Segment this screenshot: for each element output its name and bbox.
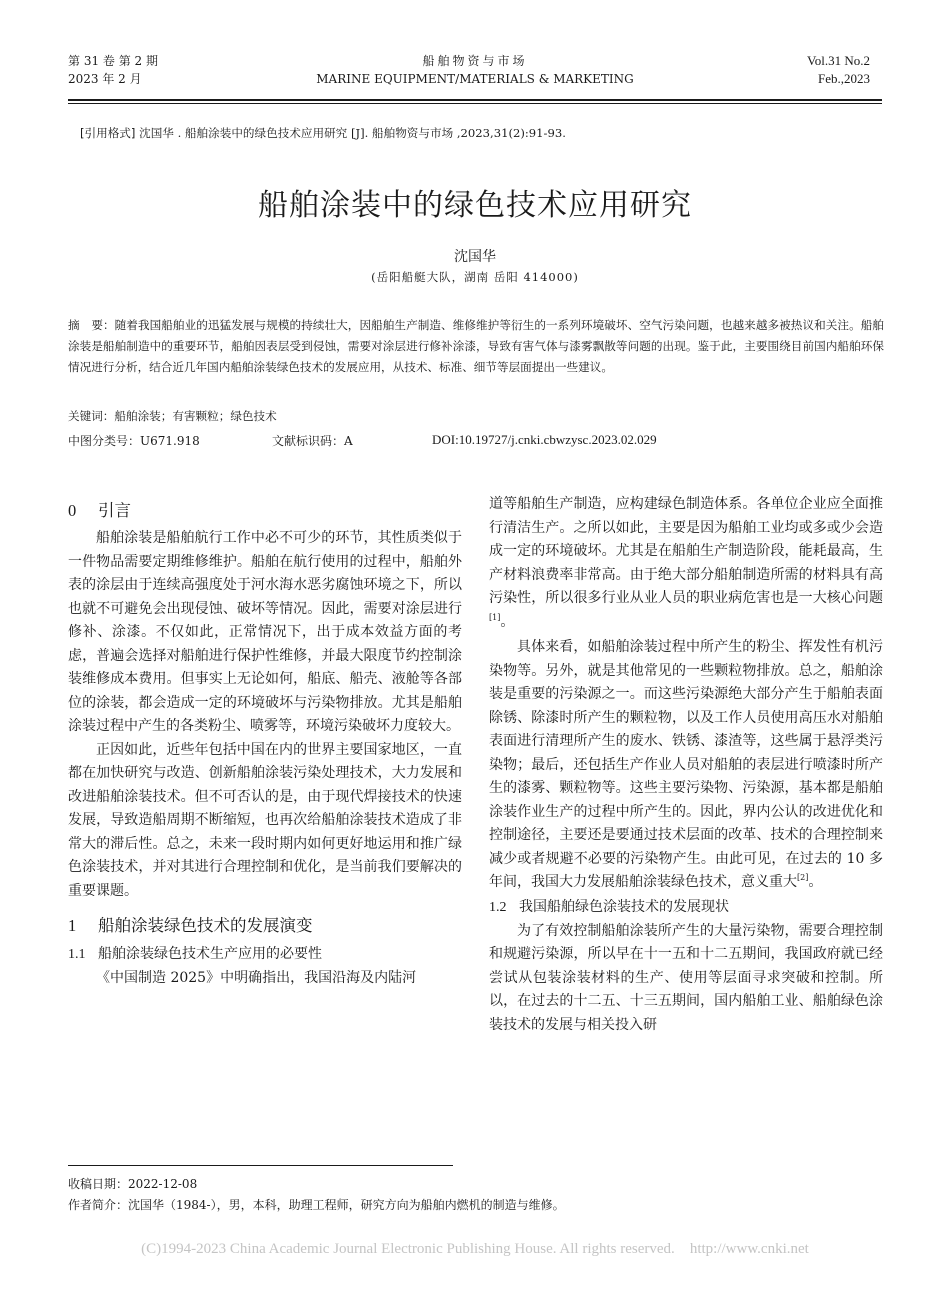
footnote (68, 1174, 565, 1216)
paragraph (489, 636, 883, 895)
paragraph: 正因如此，近些年包括中国在内的世界主要国家地区，一直都在加快研究与改造、创新船舶涂装污染处理技术，大力发展和改进船舶涂装技术。但不可否认的是，由于现代焊接技术的快速发展，导致造船周期不断缩短，也再次给船舶涂装技术造成了非常大的滞后性。总之，未来一段时期内如何更好地运用和推广绿色涂装技术，并对其进行合理控制和优化，是当前我们要解决的重要课题。 (68, 741, 462, 899)
keywords-text: 船舶涂装；有害颗粒；绿色技术 (114, 409, 277, 423)
body-column-left (68, 493, 462, 991)
volume-issue-cn: 第 31 卷 第 2 期 (68, 54, 158, 68)
subsection-title: 我国船舶绿色涂装技术的发展现状 (519, 898, 729, 915)
citation-format (80, 125, 880, 141)
author-bio (68, 1195, 565, 1216)
section-heading-1 (68, 911, 462, 940)
header-rule-thin (68, 103, 882, 104)
article-title: 船舶涂装中的绿色技术应用研究 (258, 188, 692, 223)
copyright-text: (C)1994-2023 China Academic Journal Electronic Publishing House. All rights reserved. (141, 1241, 675, 1257)
volume-issue-en: Vol.31 No.2 (807, 53, 870, 68)
received-label: 收稿日期： (68, 1177, 129, 1191)
received-date (68, 1174, 565, 1195)
citation-label: [引用格式] (80, 126, 136, 140)
author-bio-text: 沈国华（1984-），男，本科，助理工程师，研究方向为船舶内燃机的制造与维修。 (128, 1198, 565, 1212)
reference-marker: [1] (489, 612, 501, 622)
doi: DOI:10.19727/j.cnki.cbwzysc.2023.02.029 (432, 432, 657, 447)
document-code-value: A (344, 434, 353, 448)
paragraph-text: 具体来看，如船舶涂装过程中所产生的粉尘、挥发性有机污染物等。另外，就是其他常见的一些颗粒物排放。总之，船舶涂装是重要的污染源之一。而这些污染源绝大部分产生于船舶表面除锈、除漆时所产生的颗粒物，以及工作人员使用高压水对船舶表面进行清理所产生的废水、铁锈、漆渣等，这些属于悬浮类污染物；最后，还包括生产作业人员对船舶的表层进行喷漆时所产生的漆雾、颗粒物等。这些主要污染物、污染源，基本都是船舶涂装作业生产的过程中所产生的。因此，界内公认的改进优化和控制途径，主要还是要通过技术层面的改革、技术的合理控制来减少或者规避不必要的污染物产生。由此可见，在过去的 10 多年间，我国大力发展船舶涂装绿色技术，意义重大 (489, 639, 883, 890)
section-number: 0 (68, 501, 77, 520)
subsection-heading-1-2 (489, 895, 883, 920)
author-affiliation: (岳阳船艇大队，湖南 岳阳 414000) (371, 270, 579, 284)
journal-name-cn: 船舶物资与市场 (422, 54, 528, 68)
header-rule-thick (68, 99, 882, 101)
paragraph: 船舶涂装是船舶航行工作中必不可少的环节，其性质类似于一件物品需要定期维修维护。船舶在航行使用的过程中，船舶外表的涂层由于连续高强度处于河水海水恶劣腐蚀环境之下，所以也就不可避免会出现侵蚀、破坏等情况。因此，需要对涂层进行修补、涂漆。不仅如此，正常情况下，出于成本效益方面的考虑，普遍会选择对船舶进行保护性维修，并最大限度节约控制涂装维修成本费用。但事实上无论如何，船底、船壳、液舱等各部位的涂装，都会造成一定的环境破坏与污染物排放。尤其是船舶涂装过程中产生的各类粉尘、喷雾等，环境污染破坏力度较大。 (68, 530, 462, 734)
keywords-label: 关键词： (68, 409, 115, 423)
section-title: 船舶涂装绿色技术的发展演变 (98, 916, 313, 935)
clc-label: 中图分类号： (68, 434, 141, 448)
subsection-heading-1-1 (68, 942, 462, 967)
abstract (68, 315, 884, 378)
header-left (68, 52, 158, 88)
abstract-text: 随着我国船舶业的迅猛发展与规模的持续壮大，因船舶生产制造、维修维护等衍生的一系列环境破坏、空气污染问题，也越来越多被热议和关注。船舶涂装是船舶制造中的重要环节，船舶因表层受到侵蚀，需要对涂层进行修补涂漆，导致有害气体与漆雾飘散等问题的出现。鉴于此，主要围绕目前国内船舶环保情况进行分析，结合近几年国内船舶涂装绿色技术的发展应用，从技术、标准、细节等层面提出一些建议。 (68, 318, 884, 374)
paragraph-end: 。 (808, 874, 823, 890)
paragraph-continued (489, 493, 883, 634)
document-code (272, 432, 353, 449)
paragraph-end: 。 (500, 613, 515, 630)
clc-value: U671.918 (140, 434, 200, 448)
section-number: 1 (68, 916, 77, 935)
body-column-right (489, 493, 883, 1037)
author-bio-label: 作者简介： (68, 1198, 129, 1212)
subsection-title: 船舶涂装绿色技术生产应用的必要性 (98, 946, 322, 962)
paragraph: 为了有效控制船舶涂装所产生的大量污染物，需要合理控制和规避污染源，所以早在十一五和十二五期间，我国政府就已经尝试从包装涂装材料的生产、使用等层面寻求突破和控制。所以，在过去的十二五、十三五期间，国内船舶工业、船舶绿色涂装技术的发展与相关投入研 (489, 922, 883, 1033)
watermark-url: http://www.cnki.net (689, 1241, 809, 1257)
paragraph-text: 道等船舶生产制造，应构建绿色制造体系。各单位企业应全面推行清洁生产。之所以如此，主要是因为船舶工业均或多或少会造成一定的环境破坏。尤其是在船舶生产制造阶段，能耗最高，生产材料浪费率非常高。由于绝大部分船舶制造所需的材料具有高污染性，所以很多行业从业人员的职业病危害也是一大核心问题 (489, 496, 883, 606)
keywords (68, 408, 277, 424)
received-value: 2022-12-08 (128, 1177, 198, 1191)
paragraph: 《中国制造 2025》中明确指出，我国沿海及内陆河 (96, 970, 417, 986)
abstract-label: 摘 要： (68, 318, 115, 332)
classification-meta (68, 432, 884, 450)
citation-text: 沈国华 . 船舶涂装中的绿色技术应用研究 [J]. 船舶物资与市场 ,2023,31(2):91-93. (139, 126, 566, 140)
subsection-number: 1.2 (489, 899, 507, 915)
reference-marker: [2] (797, 873, 809, 882)
section-title: 引言 (98, 501, 131, 520)
header-center (300, 52, 650, 88)
journal-name-en: MARINE EQUIPMENT/MATERIALS & MARKETING (316, 72, 634, 86)
document-code-label: 文献标识码： (272, 434, 345, 448)
cnki-watermark (0, 1241, 950, 1258)
date-en: Feb.,2023 (818, 71, 870, 86)
clc-number (68, 432, 200, 449)
header-right (807, 52, 870, 88)
footnote-rule (68, 1165, 453, 1166)
subsection-number: 1.1 (68, 947, 86, 962)
author-name: 沈国华 (454, 249, 496, 265)
section-heading-0 (68, 496, 462, 525)
date-cn: 2023 年 2 月 (68, 72, 142, 86)
